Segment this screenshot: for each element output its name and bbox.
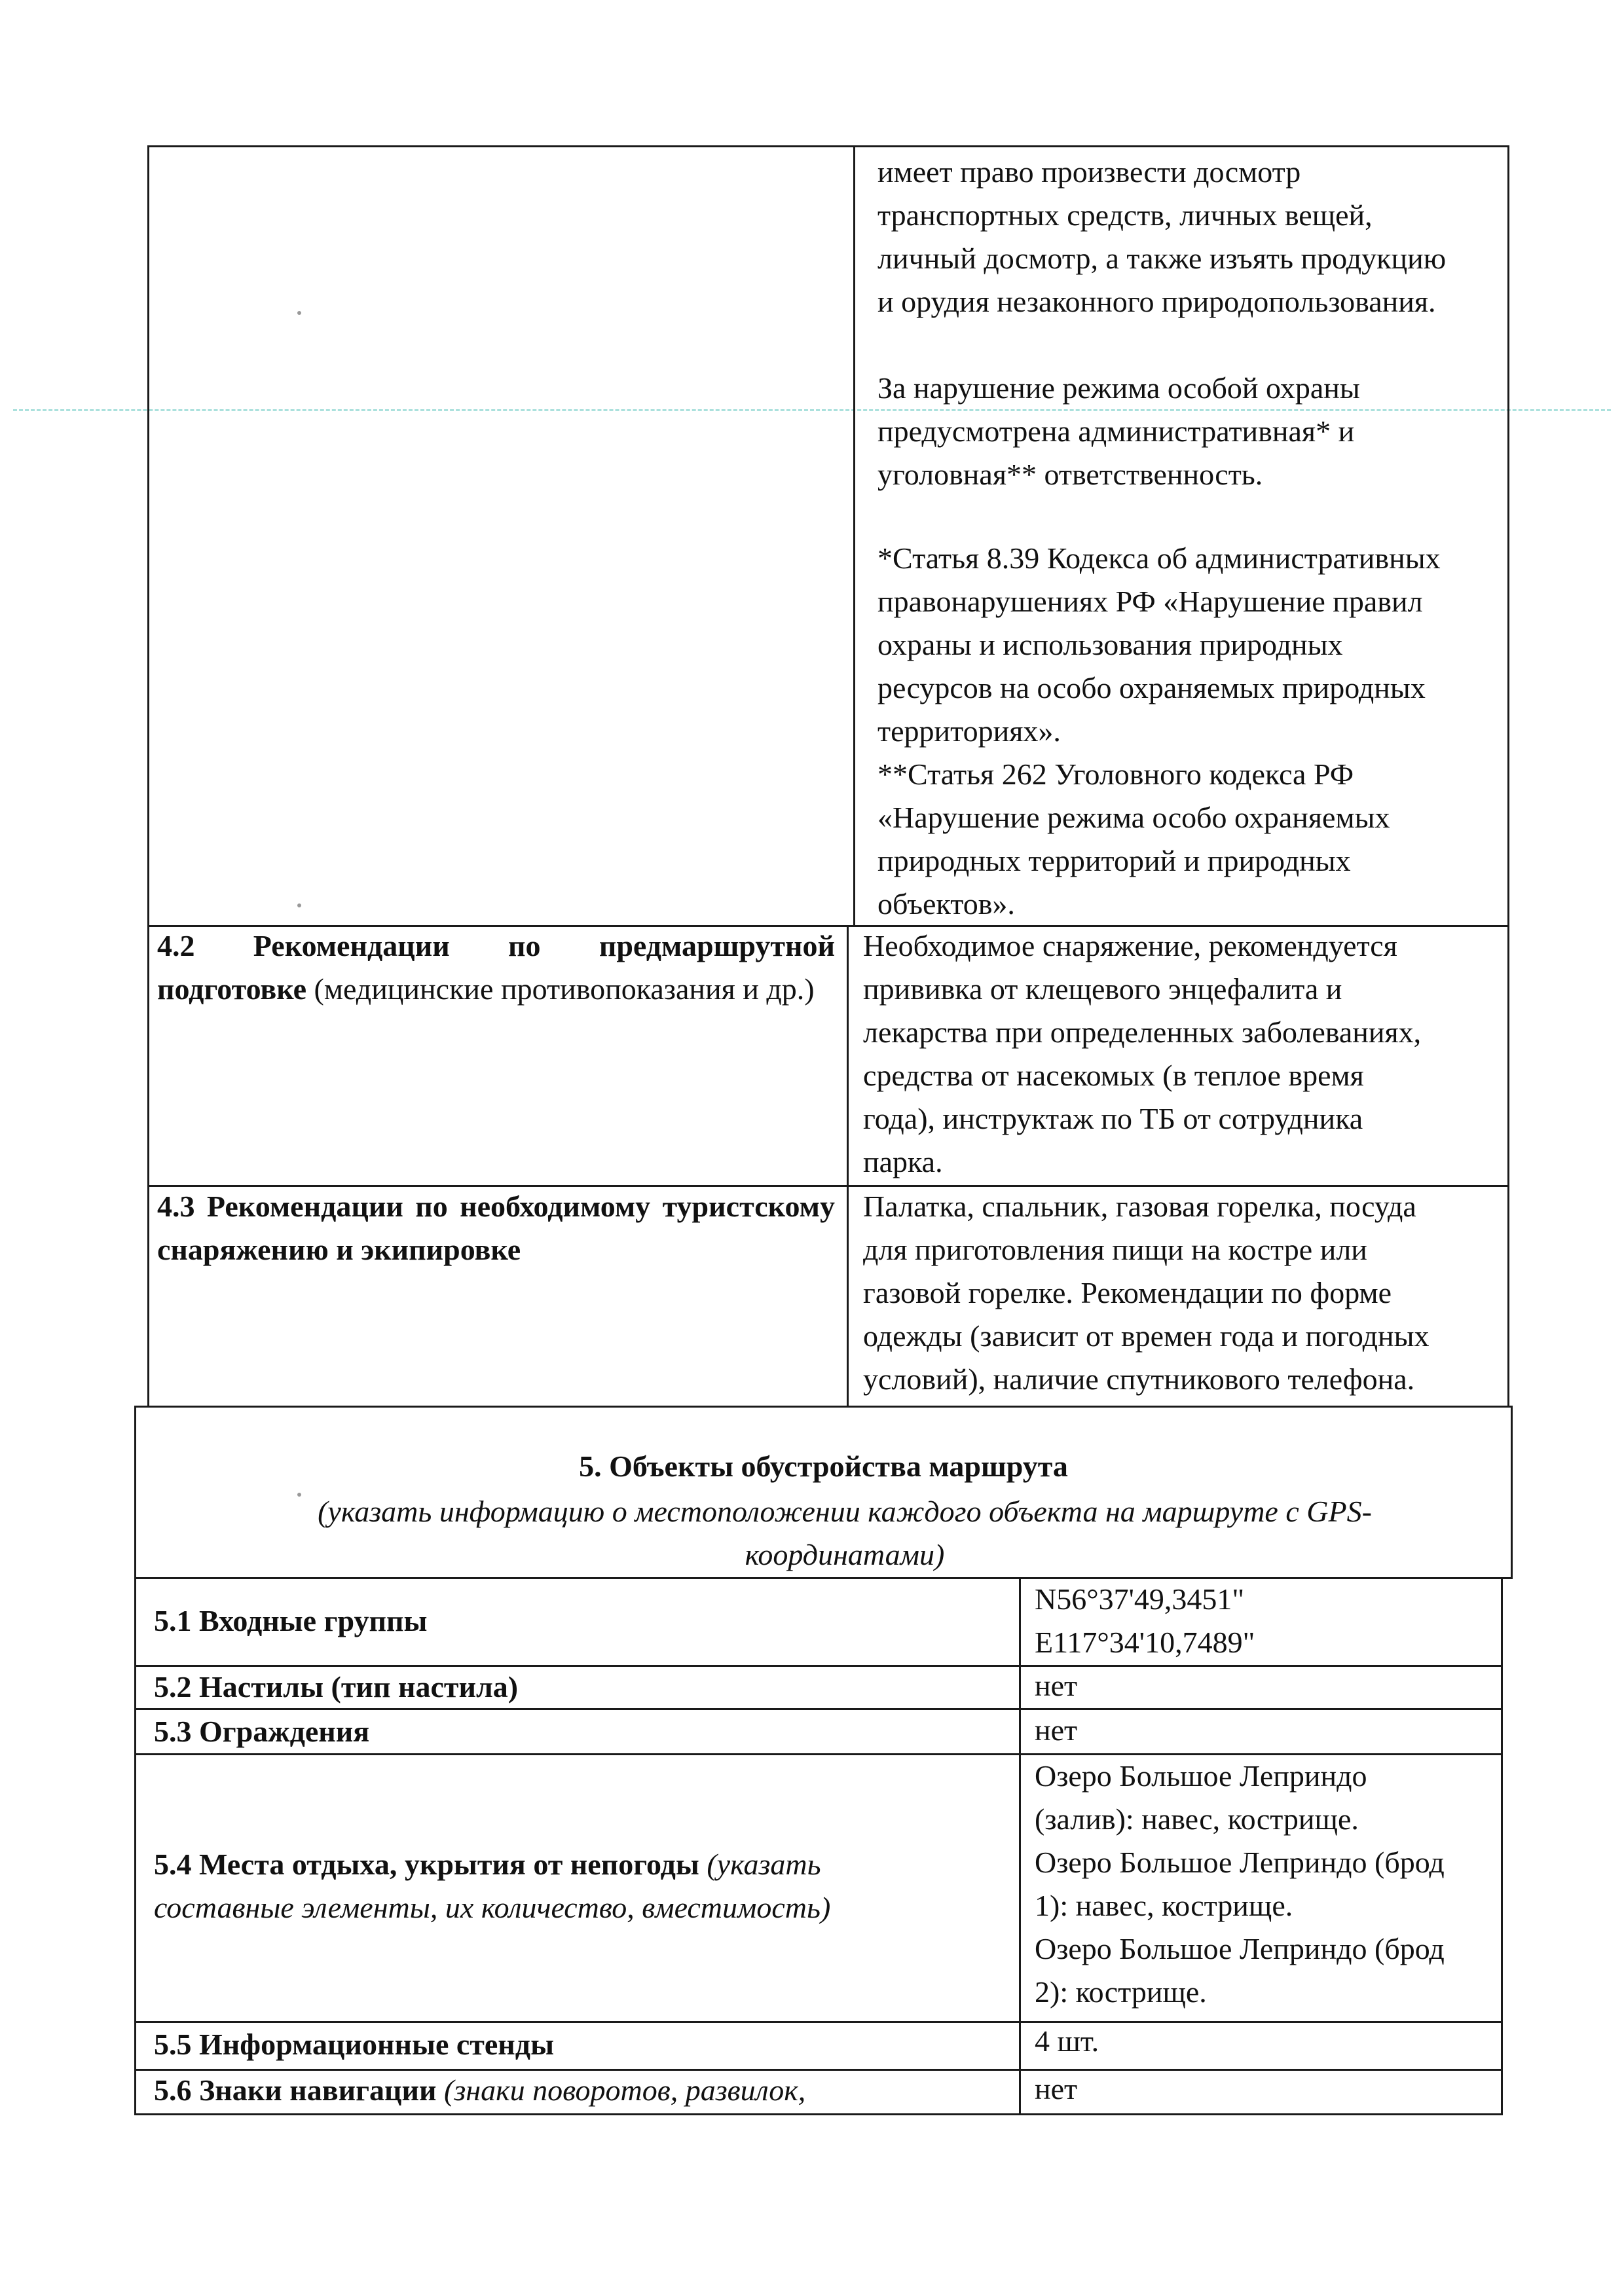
row-5-6-title: 5.6 Знаки навигации <box>154 2073 437 2107</box>
row-5-6-note: (знаки поворотов, развилок, <box>444 2073 806 2107</box>
row-5-4-label <box>154 1843 1005 1929</box>
row-5-5-label: 5.5 Информационные стенды <box>154 2028 554 2061</box>
column-divider <box>847 925 849 1187</box>
row-5-2-value: нет <box>1035 1669 1078 1702</box>
row-4-3-label <box>157 1185 835 1271</box>
column-divider <box>847 1185 849 1408</box>
row-5-2-label: 5.2 Настилы (тип настила) <box>154 1670 519 1704</box>
row-5-6-value: нет <box>1035 2072 1078 2105</box>
row-5-5-value: 4 шт. <box>1035 2024 1099 2058</box>
row-4-3-title: Рекомендации по необходимому туристскому снаряжению и экипировке <box>157 1190 835 1266</box>
row-4-2-note: (медицинские противопоказания и др.) <box>314 972 815 1006</box>
row-5-1-value: N56°37'49,3451" E117°34'10,7489" <box>1035 1582 1255 1659</box>
section-5-subheading: (указать информацию о местоположении каждого объекта на маршруте с GPS- координатами) <box>318 1495 1372 1571</box>
legal-text-paragraph: *Статья 8.39 Кодекса об административных правонарушениях РФ «Нарушение правил охраны и использования природных ресурсов на особо охраняемых природных территориях». **Статья 262 Уголовного кодекса РФ «Нарушение режима особо охраняемых природных территорий и природных объектов». <box>877 541 1441 920</box>
row-4-3-number: 4.3 <box>157 1190 195 1223</box>
row-5-4-title: 5.4 Места отдыха, укрытия от непогоды <box>154 1848 699 1881</box>
row-4-2-value: Необходимое снаряжение, рекомендуется прививка от клещевого энцефалита и лекарства при определенных заболеваниях, средства от насекомых (в теплое время года), инструктаж по ТБ от сотрудника парка. <box>863 929 1422 1178</box>
row-5-6-label <box>154 2069 1005 2112</box>
column-divider <box>853 145 855 927</box>
legal-text-paragraph: За нарушение режима особой охраны предусмотрена административная* и уголовная** ответственность. <box>877 371 1360 491</box>
row-5-3-value: нет <box>1035 1713 1078 1747</box>
row-4-2-label <box>157 924 835 1011</box>
row-5-4-value: Озеро Большое Леприндо (залив): навес, кострище. Озеро Большое Леприндо (брод 1): навес, кострище. Озеро Большое Леприндо (брод 2): кострище. <box>1035 1759 1445 2009</box>
row-5-1-label: 5.1 Входные группы <box>154 1604 428 1637</box>
row-4-2-title: Рекомендации по предмаршрутной подготовке <box>157 929 835 1006</box>
row-4-3-value: Палатка, спальник, газовая горелка, посуда для приготовления пищи на костре или газовой горелке. Рекомендации по форме одежды (зависит от времен года и погодных условий), наличие спутникового телефона. <box>863 1190 1430 1396</box>
section-5-heading: 5. Объекты обустройства маршрута <box>579 1449 1068 1483</box>
column-divider <box>1019 1577 1021 2115</box>
row-5-3-label: 5.3 Ограждения <box>154 1715 370 1748</box>
row-5-4-note: (указать составные элементы, их количество, вместимость) <box>154 1848 831 1924</box>
row-4-2-number: 4.2 <box>157 929 195 962</box>
legal-text-paragraph: имеет право произвести досмотр транспортных средств, личных вещей, личный досмотр, а также изъять продукцию и орудия незаконного природопользования. <box>877 155 1447 318</box>
